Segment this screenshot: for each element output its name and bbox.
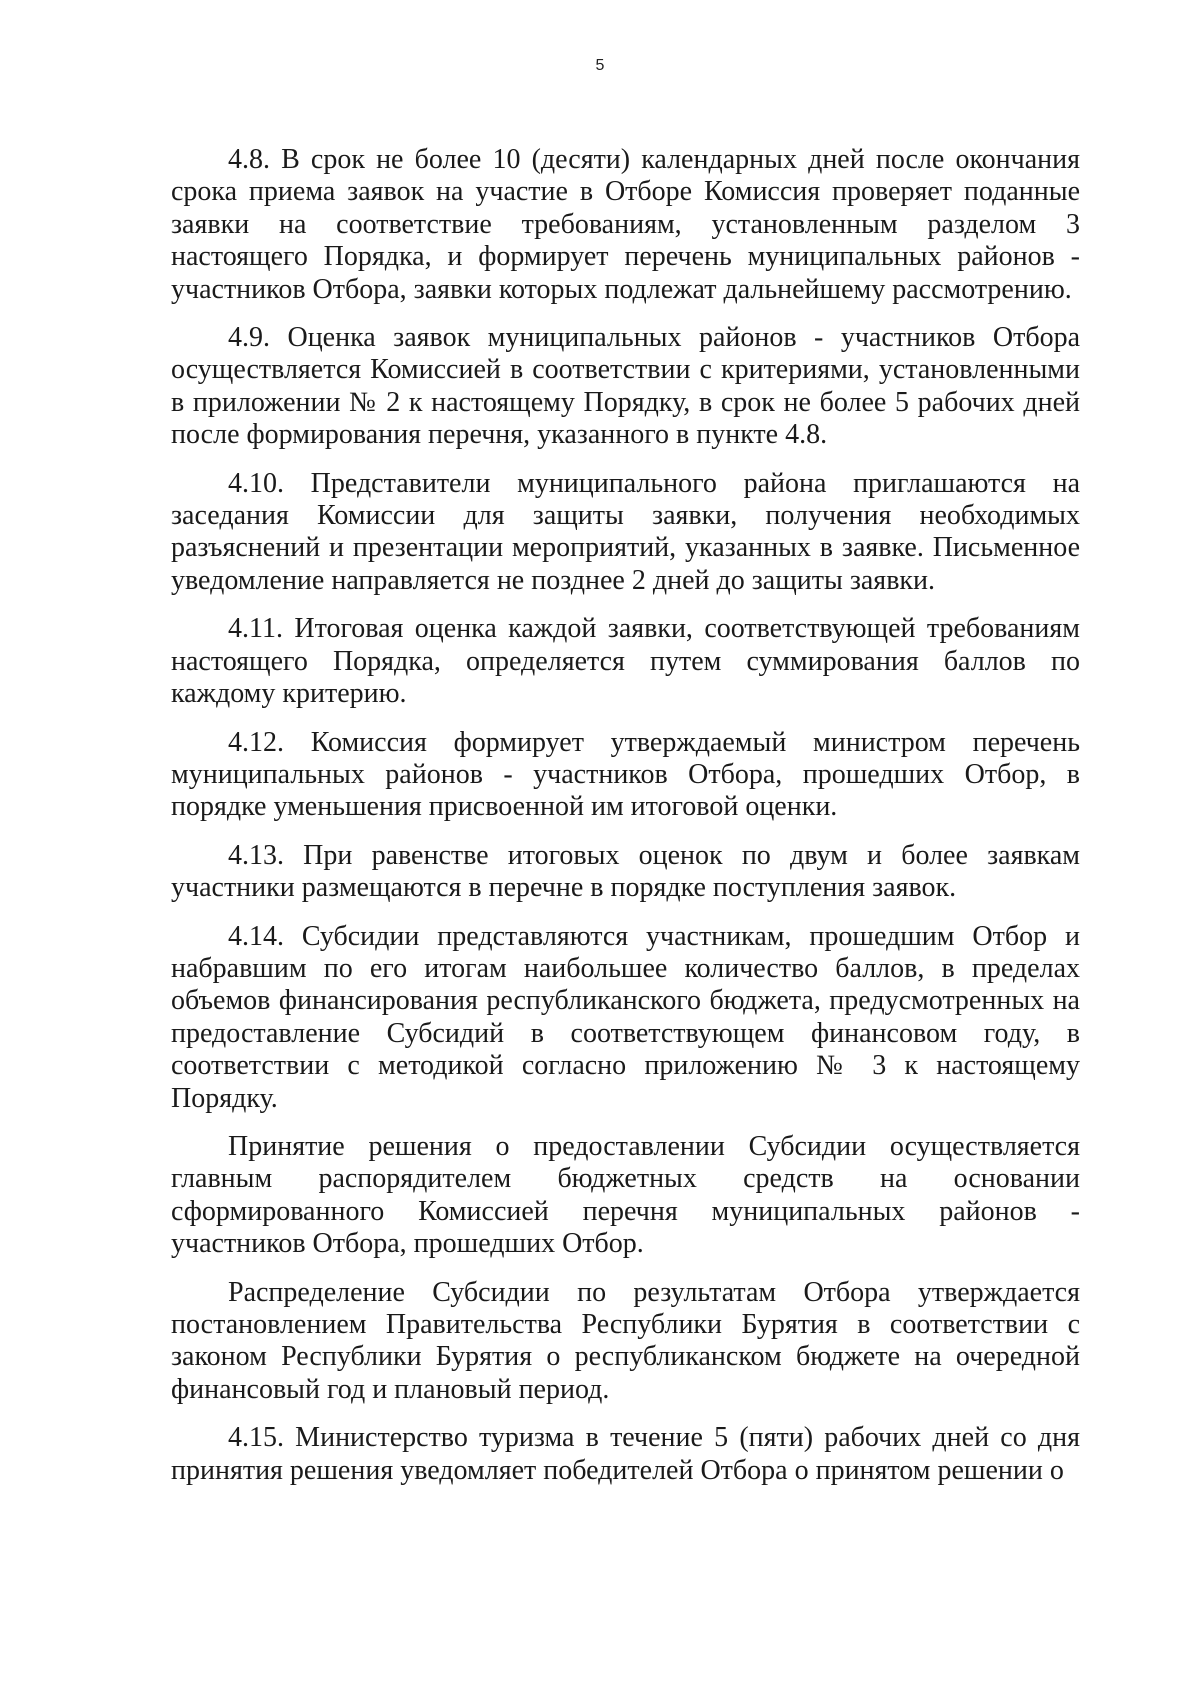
paragraph-4-15: 4.15. Министерство туризма в течение 5 (пяти) рабочих дней со дня принятия решения уведомляет победителей Отбора о принятом решении о xyxy=(171,1422,1080,1486)
paragraph-4-9: 4.9. Оценка заявок муниципальных районов - участников Отбора осуществляется Комиссией в соответствии с критериями, установленными в приложении № 2 к настоящему Порядку, в срок не более 5 рабочих дней после формирования перечня, указанного в пункте 4.8. xyxy=(171,322,1080,451)
paragraph-4-8: 4.8. В срок не более 10 (десяти) календарных дней после окончания срока приема заявок на участие в Отборе Комиссия проверяет поданные заявки на соответствие требованиям, установленным разделом 3 настоящего Порядка, и формирует перечень муниципальных районов - участников Отбора, заявки которых подлежат дальнейшему рассмотрению. xyxy=(171,144,1080,305)
paragraph-4-13: 4.13. При равенстве итоговых оценок по двум и более заявкам участники размещаются в перечне в порядке поступления заявок. xyxy=(171,839,1080,904)
document-body xyxy=(171,144,1080,1503)
paragraph-4-10: 4.10. Представители муниципального района приглашаются на заседания Комиссии для защиты заявки, получения необходимых разъяснений и презентации мероприятий, указанных в заявке. Письменное уведомление направляется не позднее 2 дней до защиты заявки. xyxy=(171,467,1080,596)
page-number: 5 xyxy=(595,57,605,74)
paragraph-4-12: 4.12. Комиссия формирует утверждаемый министром перечень муниципальных районов - участников Отбора, прошедших Отбор, в порядке уменьшения присвоенной им итоговой оценки. xyxy=(171,726,1080,823)
paragraph-subsidy-distribution: Распределение Субсидии по результатам Отбора утверждается постановлением Правительства Республики Бурятия в соответствии с законом Республики Бурятия о республиканском бюджете на очередной финансовый год и плановый период. xyxy=(171,1276,1080,1405)
paragraph-4-14: 4.14. Субсидии представляются участникам, прошедшим Отбор и набравшим по его итогам наибольшее количество баллов, в пределах объемов финансирования республиканского бюджета, предусмотренных на предоставление Субсидий в соответствующем финансовом году, в соответствии с методикой согласно приложению № 3 к настоящему Порядку. xyxy=(171,920,1080,1114)
paragraph-4-11: 4.11. Итоговая оценка каждой заявки, соответствующей требованиям настоящего Порядка, определяется путем суммирования баллов по каждому критерию. xyxy=(171,613,1080,710)
paragraph-subsidy-decision: Принятие решения о предоставлении Субсидии осуществляется главным распорядителем бюджетных средств на основании сформированного Комиссией перечня муниципальных районов - участников Отбора, прошедших Отбор. xyxy=(171,1130,1080,1260)
